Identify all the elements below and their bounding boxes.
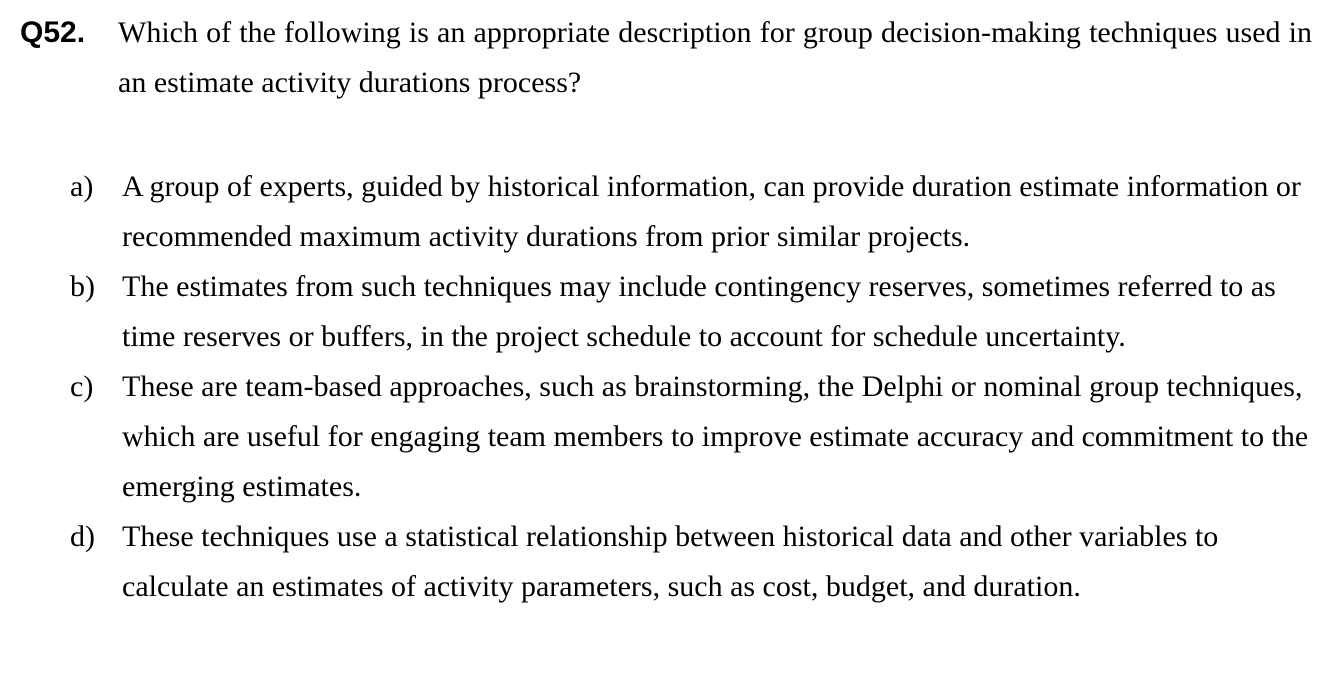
option-letter: a) xyxy=(70,170,94,203)
question-number: Q52. xyxy=(20,16,86,49)
answer-options xyxy=(70,162,1310,612)
option-text: A group of experts, guided by historical information, can provide duration estimate information or recommended maximum activity durations from prior similar projects. xyxy=(122,170,1301,253)
question-row xyxy=(20,8,1312,108)
answer-option-d xyxy=(70,512,1310,612)
option-text: These are team-based approaches, such as brainstorming, the Delphi or nominal group techniques, which are useful for engaging team members to improve estimate accuracy and commitment to the emerging estimates. xyxy=(122,370,1309,503)
answer-option-a xyxy=(70,162,1310,262)
option-letter: b) xyxy=(70,270,95,303)
option-letter: c) xyxy=(70,370,94,403)
question-text: Which of the following is an appropriate description for group decision-making techniques used in an estimate activity durations process? xyxy=(118,16,1312,99)
option-text: The estimates from such techniques may include contingency reserves, sometimes referred to as time reserves or buffers, in the project schedule to account for schedule uncertainty. xyxy=(122,270,1276,353)
answer-option-c xyxy=(70,362,1310,512)
answer-option-b xyxy=(70,262,1310,362)
option-letter: d) xyxy=(70,520,95,553)
option-text: These techniques use a statistical relationship between historical data and other variables to calculate an estimates of activity parameters, such as cost, budget, and duration. xyxy=(122,520,1219,603)
question-block xyxy=(20,8,1312,108)
